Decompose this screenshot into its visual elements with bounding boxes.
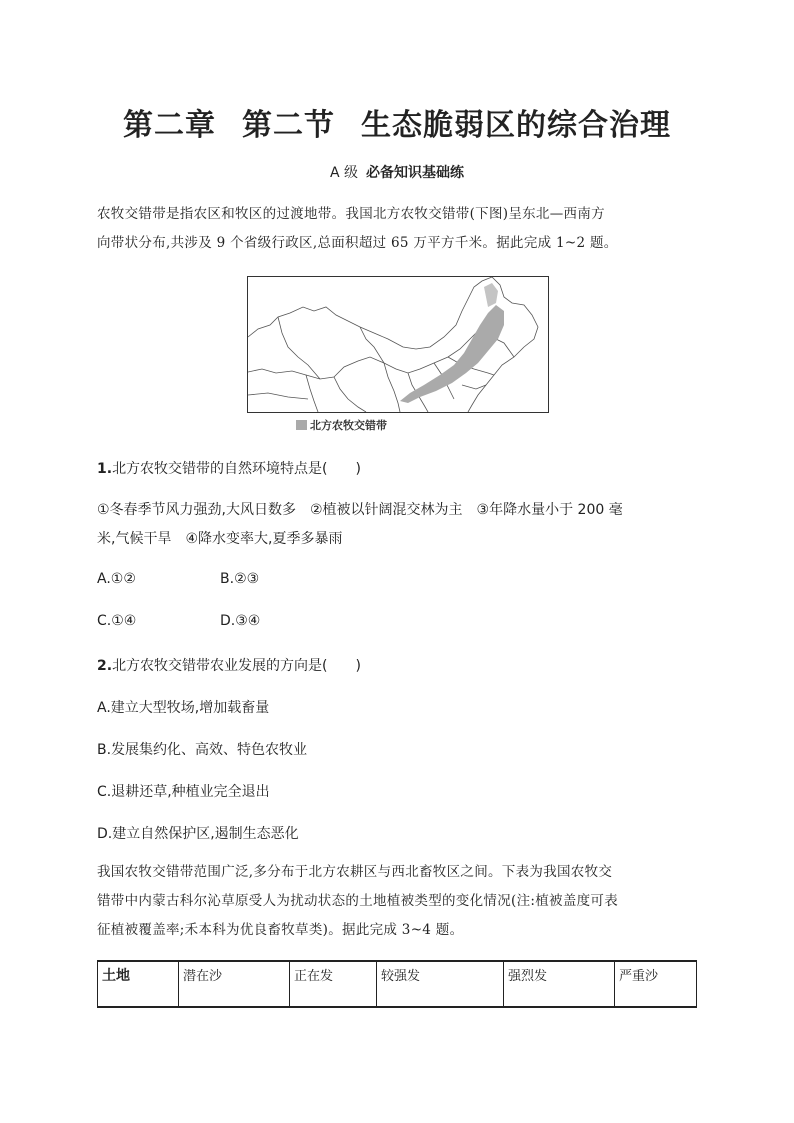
passage-line: 错带中内蒙古科尔沁草原受人为扰动状态的土地植被类型的变化情况(注:植被盖度可表 bbox=[97, 893, 619, 909]
passage-line: 农牧交错带是指农区和牧区的过渡地带。我国北方农牧交错带(下图)呈东北—西南方 bbox=[97, 206, 605, 222]
table-header-cell: 严重沙 bbox=[615, 961, 697, 1007]
topic-label: 生态脆弱区的综合治理 bbox=[361, 108, 671, 143]
chapter-label: 第二章 bbox=[123, 108, 216, 143]
question-1-option-d[interactable]: D.③④ bbox=[220, 613, 261, 629]
legend-label: 北方农牧交错带 bbox=[310, 419, 387, 432]
question-number: 1. bbox=[97, 461, 113, 477]
map-legend bbox=[296, 417, 387, 433]
section-label: 第二节 bbox=[242, 108, 335, 143]
question-text: 北方农牧交错带农业发展的方向是( ) bbox=[112, 658, 361, 674]
passage-line: 向带状分布,共涉及 9 个省级行政区,总面积超过 65 万平方千米。据此完成 1~2 题。 bbox=[97, 235, 618, 251]
statement-line: ①冬春季节风力强劲,大风日数多 ②植被以针阔混交林为主 ③年降水量小于 200 毫 bbox=[97, 502, 623, 518]
question-text: 北方农牧交错带的自然环境特点是( ) bbox=[112, 461, 361, 477]
question-1-stem bbox=[97, 458, 707, 478]
level-heading bbox=[0, 162, 794, 182]
passage-line: 我国农牧交错带范围广泛,多分布于北方农耕区与西北畜牧区之间。下表为我国农牧交 bbox=[97, 864, 613, 880]
table-header-row bbox=[98, 961, 697, 1007]
level-label: A 级 bbox=[329, 165, 359, 181]
question-1-statements bbox=[97, 496, 707, 554]
question-2-option-b[interactable]: B.发展集约化、高效、特色农牧业 bbox=[97, 742, 308, 758]
table-header-cell: 强烈发 bbox=[504, 961, 615, 1007]
question-2-stem bbox=[97, 655, 707, 675]
legend-swatch bbox=[296, 420, 307, 430]
table-header-cell: 潜在沙 bbox=[179, 961, 290, 1007]
table-header-cell: 正在发 bbox=[290, 961, 377, 1007]
vegetation-table bbox=[97, 960, 697, 1008]
question-1-option-b[interactable]: B.②③ bbox=[220, 571, 260, 587]
question-1-option-c[interactable]: C.①④ bbox=[97, 613, 137, 629]
table-header-cell: 土地 bbox=[98, 961, 179, 1007]
question-2-option-a[interactable]: A.建立大型牧场,增加载畜量 bbox=[97, 700, 270, 716]
map-image bbox=[247, 276, 549, 413]
china-north-map-icon bbox=[248, 277, 548, 412]
passage-line: 征植被覆盖率;禾本科为优良畜牧草类)。据此完成 3~4 题。 bbox=[97, 922, 464, 938]
question-2-option-d[interactable]: D.建立自然保护区,遏制生态恶化 bbox=[97, 826, 299, 842]
question-number: 2. bbox=[97, 658, 113, 674]
table-header-cell: 较强发 bbox=[377, 961, 504, 1007]
level-name: 必备知识基础练 bbox=[366, 165, 465, 181]
intro-passage bbox=[97, 200, 697, 258]
statement-line: 米,气候干旱 ④降水变率大,夏季多暴雨 bbox=[97, 531, 343, 547]
passage-2 bbox=[97, 858, 697, 945]
question-1-option-a[interactable]: A.①② bbox=[97, 571, 136, 587]
question-2-option-c[interactable]: C.退耕还草,种植业完全退出 bbox=[97, 784, 270, 800]
page-title bbox=[0, 100, 794, 144]
